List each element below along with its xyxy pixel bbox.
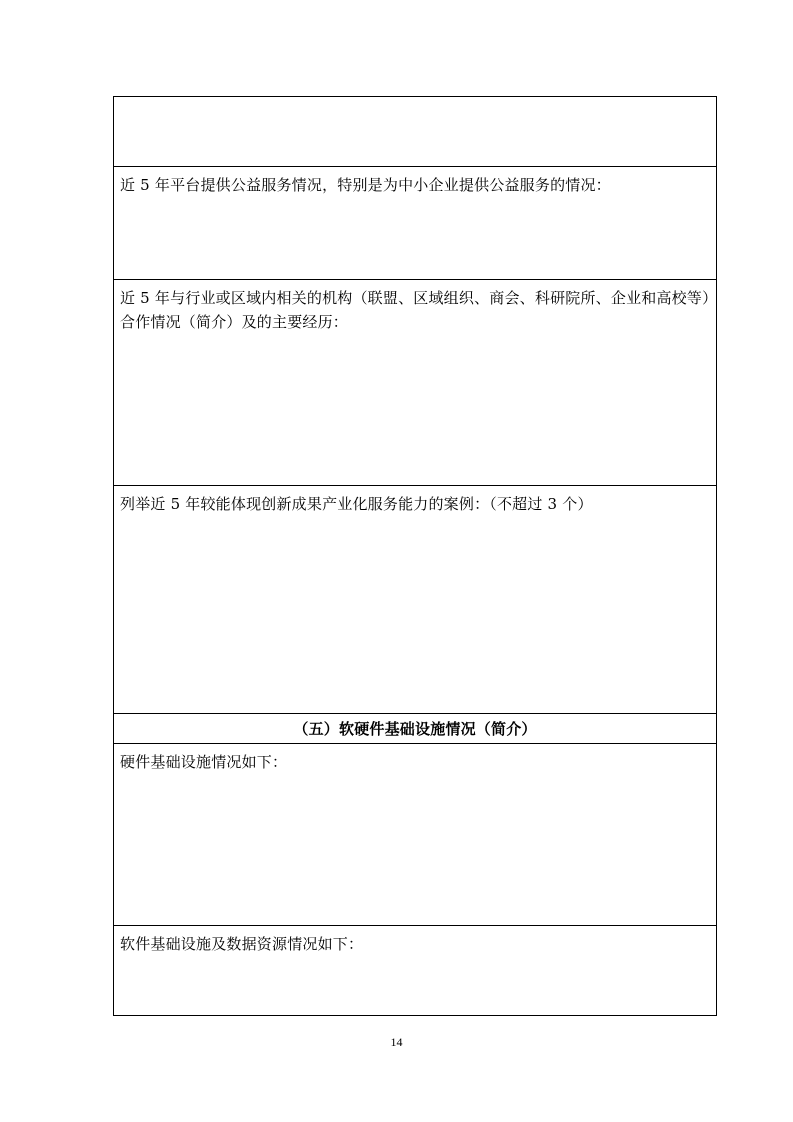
innovation-cases-cell[interactable]: 列举近 5 年较能体现创新成果产业化服务能力的案例：（不超过 3 个） — [114, 486, 717, 714]
form-row-cases — [114, 486, 717, 714]
software-infrastructure-cell[interactable]: 软件基础设施及数据资源情况如下： — [114, 926, 717, 1016]
form-row-software — [114, 926, 717, 1016]
form-row-hardware — [114, 744, 717, 926]
form-row-continuation — [114, 97, 717, 167]
form-row-section-header — [114, 714, 717, 744]
form-row-cooperation — [114, 280, 717, 486]
form-row-public-service — [114, 167, 717, 280]
hardware-infrastructure-cell[interactable]: 硬件基础设施情况如下： — [114, 744, 717, 926]
cooperation-cell[interactable]: 近 5 年与行业或区域内相关的机构（联盟、区域组织、商会、科研院所、企业和高校等）合作情况（简介）及的主要经历： — [114, 280, 717, 486]
public-service-cell[interactable]: 近 5 年平台提供公益服务情况，特别是为中小企业提供公益服务的情况： — [114, 167, 717, 280]
application-form-table — [113, 96, 717, 1016]
section-five-header: （五）软硬件基础设施情况（简介） — [114, 714, 717, 744]
continuation-cell[interactable] — [114, 97, 717, 167]
page-number: 14 — [390, 1035, 403, 1049]
